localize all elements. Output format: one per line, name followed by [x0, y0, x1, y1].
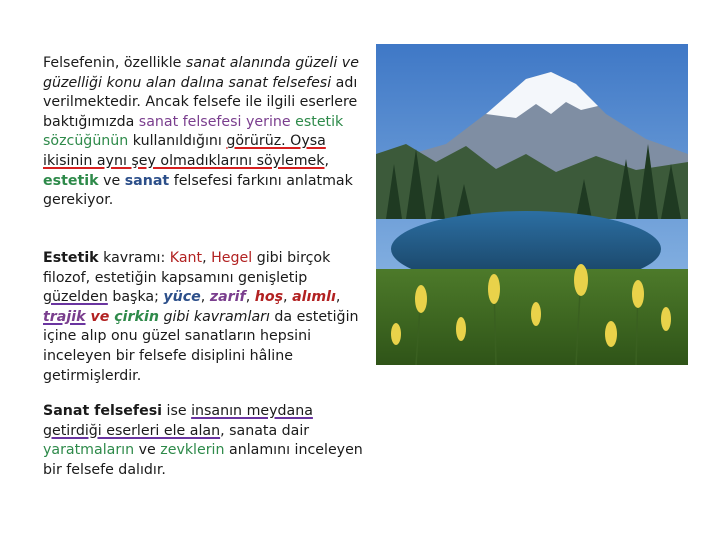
paragraph-estetik-kavrami [43, 249, 373, 386]
concept-trajik: trajik [43, 308, 86, 325]
red-underlined-phrase: görürüz. Oysa ikisinin aynı şey olmadıklarını söylemek [43, 133, 326, 169]
text-segment: Felsefenin, özellikle [43, 55, 186, 71]
highlight-estetik: estetik [43, 172, 99, 189]
highlight-sanat: sanat [124, 172, 170, 189]
text-segment: felsefesi farkını anlatmak gerekiyor. [43, 172, 353, 209]
name-kant: Kant [169, 250, 203, 266]
text-segment: gibi birçok filozof, estetiğin kapsamını genişletip [43, 250, 331, 286]
text-segment: kullanıldığını [128, 133, 227, 150]
purple-underlined-phrase: insanın meydana getirdiği eserleri ele alan [43, 403, 313, 439]
text-segment: ve [134, 442, 161, 459]
name-hegel: Hegel [211, 250, 253, 266]
highlight-estetik-sozcugu: estetik sözcüğünün [43, 113, 344, 150]
term-sanat-felsefesi: Sanat felsefesi [43, 403, 163, 419]
paragraph-sanat-felsefesi-tanimi [43, 402, 373, 480]
paragraph-sanat-felsefesi-intro [43, 54, 373, 211]
concept-alimli: alımlı [292, 289, 336, 306]
highlight-sanat-felsefesi: sanat felsefesi [138, 113, 242, 130]
concept-zarif: zarif [209, 289, 246, 306]
text-segment: adı verilmektedir. Ancak felsefe ile ilgili eserlere baktığımızda [43, 74, 358, 130]
mountain-lake-photo [376, 44, 688, 365]
text-segment: , [324, 152, 330, 169]
purple-underlined-guzelden: güzelden [43, 289, 108, 306]
text-segment: ise [162, 403, 192, 419]
text-segment: , [283, 289, 293, 306]
concept-yuce: yüce [163, 289, 201, 306]
concept-cirkin: çirkin [114, 308, 159, 325]
text-segment: , [202, 250, 212, 266]
text-segment: , [335, 289, 341, 306]
text-segment: kavramı: [98, 250, 170, 266]
term-estetik: Estetik [43, 250, 99, 266]
italic-definition: sanat alanında güzeli ve güzelliği konu alan dalına sanat felsefesi [43, 55, 359, 91]
text-segment: başka; [107, 289, 164, 306]
text-segment: ve [85, 308, 115, 325]
text-segment: da estetiğin içine alıp onu güzel sanatların hepsini inceleyen bir felsefe disiplini hâline getirmişlerdir. [43, 308, 359, 384]
concept-hos: hoş [254, 289, 284, 306]
highlight-yaratmalarin: yaratmaların [43, 442, 135, 459]
text-segment: , [200, 289, 210, 306]
highlight-yerine: yerine [246, 113, 291, 130]
text-segment: anlamını inceleyen bir felsefe dalıdır. [43, 442, 363, 478]
text-segment: ve [98, 172, 125, 189]
text-segment: , sanata dair [220, 422, 310, 439]
italic-kavramlari: gibi kavramları [158, 308, 270, 325]
highlight-zevklerin: zevklerin [160, 442, 225, 459]
text-segment: , [245, 289, 255, 306]
